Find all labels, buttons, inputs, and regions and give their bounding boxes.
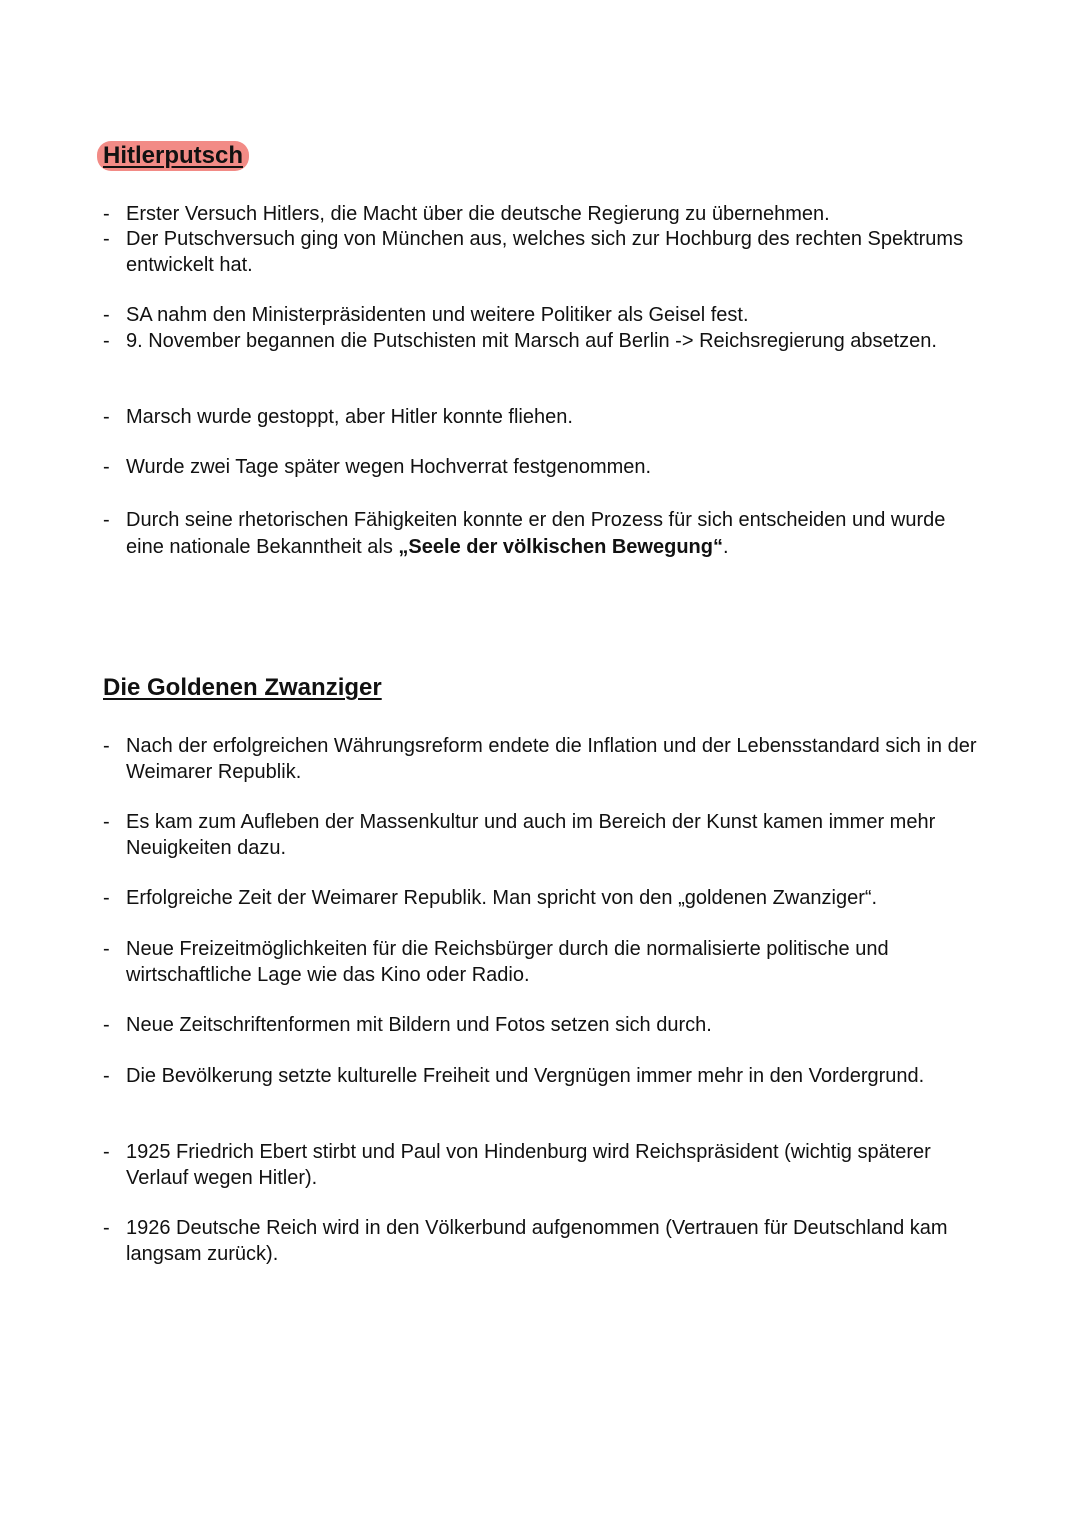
list-item: [103, 1140, 983, 1191]
list-item: [103, 1216, 983, 1267]
list-item-text: Erster Versuch Hitlers, die Macht über die deutsche Regierung zu übernehmen.: [126, 203, 830, 225]
list-item: [103, 202, 983, 228]
list-item: [103, 937, 983, 988]
list-item-text: Marsch wurde gestoppt, aber Hitler konnte fliehen.: [126, 406, 573, 428]
bullet-dash: -: [103, 330, 110, 352]
list-item: [103, 1013, 983, 1039]
bullet-dash: -: [103, 887, 110, 909]
bullet-dash: -: [103, 304, 110, 326]
list-item-text: 1925 Friedrich Ebert stirbt und Paul von Hindenburg wird Reichspräsident (wichtig späterer Verlauf wegen Hitler).: [126, 1141, 931, 1189]
list-item: [103, 1064, 983, 1090]
list-item-text: Erfolgreiche Zeit der Weimarer Republik. Man spricht von den „goldenen Zwanziger“.: [126, 887, 878, 909]
bullet-dash: -: [103, 1014, 110, 1036]
list-item-text: Die Bevölkerung setzte kulturelle Freiheit und Vergnügen immer mehr in den Vordergrund.: [126, 1065, 925, 1087]
bullet-dash: -: [103, 1141, 110, 1163]
list-item-text-prefix: Durch seine rhetorischen Fähigkeiten konnte er den Prozess für sich entscheiden und wurde eine nationale Bekanntheit als: [126, 509, 946, 558]
bullet-dash: -: [103, 509, 110, 531]
list-item: [103, 303, 983, 329]
bold-quote: „Seele der völkischen Bewegung“: [398, 536, 723, 558]
list-item-text-suffix: .: [722, 536, 729, 558]
list-item: [103, 886, 983, 912]
bullet-dash: -: [103, 1217, 110, 1239]
list-item-text: Der Putschversuch ging von München aus, welches sich zur Hochburg des rechten Spektrums entwickelt hat.: [126, 228, 964, 276]
bullet-dash: -: [103, 203, 110, 225]
bullet-dash: -: [103, 938, 110, 960]
bullet-dash: -: [103, 1065, 110, 1087]
bullet-dash: -: [103, 456, 110, 478]
list-item: [103, 329, 983, 355]
list-item-text: [126, 507, 983, 561]
list-item-text: Nach der erfolgreichen Währungsreform endete die Inflation und der Lebensstandard sich in der Weimarer Republik.: [126, 735, 977, 783]
list-item: [103, 405, 983, 431]
list-item: [103, 227, 983, 278]
bullet-dash: -: [103, 735, 110, 757]
list-item-text: Neue Freizeitmöglichkeiten für die Reichsbürger durch die normalisierte politische und wirtschaftliche Lage wie das Kino oder Radio.: [126, 938, 889, 986]
list-item-text: SA nahm den Ministerpräsidenten und weitere Politiker als Geisel fest.: [126, 304, 749, 326]
list-item-text: Neue Zeitschriftenformen mit Bildern und Fotos setzen sich durch.: [126, 1014, 712, 1036]
list-item: [103, 455, 983, 481]
list-item: [103, 734, 983, 785]
list-item-text: Es kam zum Aufleben der Massenkultur und auch im Bereich der Kunst kamen immer mehr Neuigkeiten dazu.: [126, 811, 936, 859]
bullet-dash: -: [103, 228, 110, 250]
list-item-text: 9. November begannen die Putschisten mit Marsch auf Berlin -> Reichsregierung absetzen.: [126, 330, 937, 352]
section-title-hitlerputsch: Hitlerputsch: [97, 141, 249, 171]
bullet-dash: -: [103, 811, 110, 833]
list-item-text: 1926 Deutsche Reich wird in den Völkerbund aufgenommen (Vertrauen für Deutschland kam langsam zurück).: [126, 1217, 948, 1265]
bullet-dash: -: [103, 406, 110, 428]
list-item: [103, 507, 983, 561]
section-title-goldene-zwanziger: Die Goldenen Zwanziger: [103, 674, 382, 701]
list-item: [103, 810, 983, 861]
list-item-text: Wurde zwei Tage später wegen Hochverrat festgenommen.: [126, 456, 652, 478]
